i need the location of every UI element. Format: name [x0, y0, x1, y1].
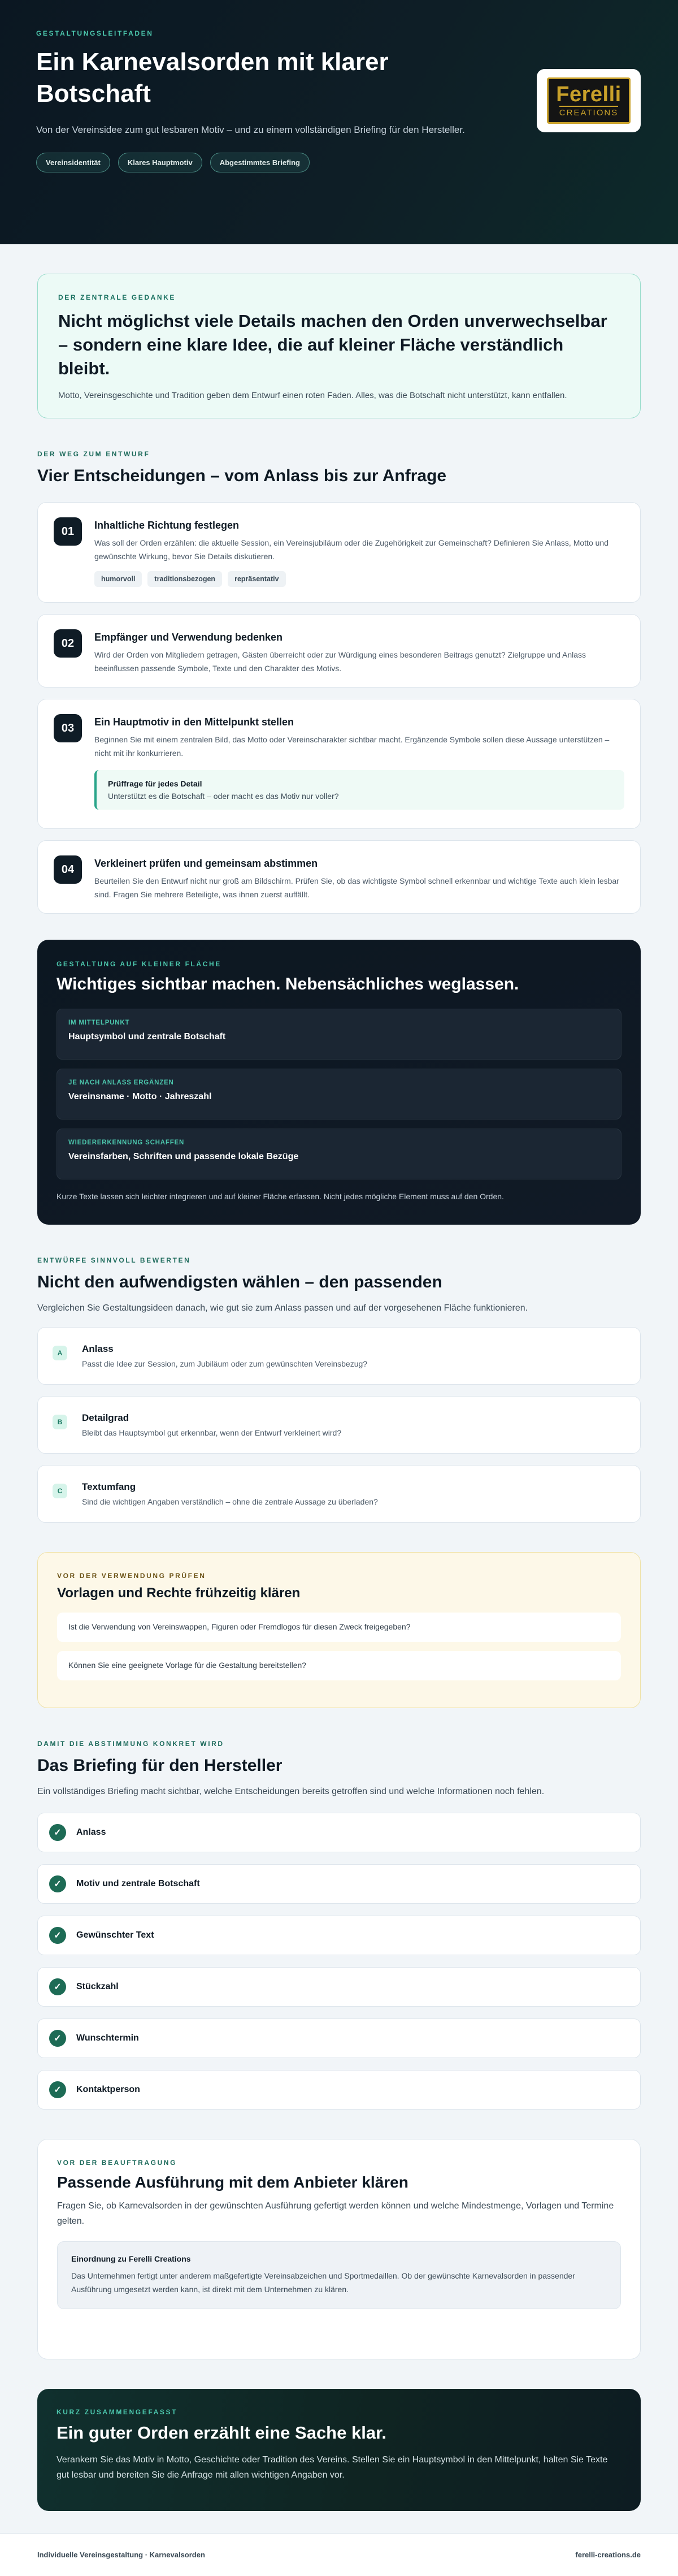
provider-card	[37, 2139, 641, 2359]
steps-section	[37, 450, 641, 914]
check-icon: ✓	[49, 2030, 66, 2047]
criterion-title: Anlass	[82, 1343, 114, 1354]
rights-question: Ist die Verwendung von Vereinswappen, Figuren oder Fremdlogos für diesen Zweck freigegeben?	[57, 1613, 621, 1642]
check-icon: ✓	[49, 1875, 66, 1892]
small-space-title: Wichtiges sichtbar machen. Nebensächliches weglassen.	[56, 975, 519, 993]
footer	[0, 2533, 678, 2576]
hero-lead: Von der Vereinsidee zum gut lesbaren Motiv – und zu einem vollständigen Briefing für den Hersteller.	[36, 124, 465, 135]
logo-wordmark: Ferelli	[556, 83, 621, 106]
priority-key: WIEDERERKENNUNG SCHAFFEN	[68, 1139, 185, 1146]
criterion-card	[37, 1465, 641, 1523]
provider-title: Passende Ausführung mit dem Anbieter klären	[57, 2173, 408, 2191]
step-text: Was soll der Orden erzählen: die aktuelle Session, ein Vereinsjubiläum oder die Zugehörigkeit zur Gemeinschaft? Definieren Sie Anlass, Motto und gewünschte Wirkung, bevor Sie Details diskutieren.	[94, 538, 609, 561]
tag: traditionsbezogen	[147, 571, 222, 587]
step-card	[37, 502, 641, 603]
criterion-badge: A	[53, 1346, 67, 1360]
hero-chips	[36, 153, 642, 172]
briefing-item	[37, 2019, 641, 2058]
steps-title: Vier Entscheidungen – vom Anlass bis zur Anfrage	[37, 466, 447, 485]
step-number: 04	[54, 855, 82, 884]
step-title: Inhaltliche Richtung festlegen	[94, 520, 240, 531]
criterion-badge: C	[53, 1484, 67, 1498]
evaluate-lead: Vergleichen Sie Gestaltungsideen danach, wie gut sie zum Anlass passen und auf der vorgesehenen Fläche funktionieren.	[37, 1303, 528, 1313]
briefing-lead: Ein vollständiges Briefing macht sichtbar, welche Entscheidungen bereits getroffen sind und welche Informationen noch fehlen.	[37, 1787, 545, 1796]
small-space-eyebrow: GESTALTUNG AUF KLEINER FLÄCHE	[56, 960, 221, 968]
step-number: 01	[54, 517, 82, 546]
check-icon: ✓	[49, 1927, 66, 1944]
chip: Klares Hauptmotiv	[118, 153, 202, 172]
provider-infobox	[57, 2241, 621, 2309]
idea-text: Motto, Vereinsgeschichte und Tradition geben dem Entwurf einen roten Faden. Alles, was die Botschaft nicht unterstützt, kann entfallen.	[58, 391, 567, 400]
summary-text: Verankern Sie das Motiv in Motto, Geschichte oder Tradition des Vereins. Stellen Sie ein Hauptsymbol in den Mittelpunkt, halten Sie Texte gut lesbar und bereiten Sie die Anfrage mit allen wichtigen Angaben vor.	[56, 2455, 608, 2480]
evaluate-section	[37, 1256, 641, 1523]
briefing-item	[37, 1916, 641, 1955]
summary-panel	[37, 2389, 641, 2511]
priority-row	[56, 1009, 621, 1060]
priority-row	[56, 1129, 621, 1179]
tag: humorvoll	[94, 571, 142, 587]
ferelli-logo	[547, 77, 631, 124]
step-card	[37, 699, 641, 829]
priority-key: IM MITTELPUNKT	[68, 1019, 130, 1026]
step-card	[37, 614, 641, 688]
priority-row	[56, 1069, 621, 1120]
criterion-title: Textumfang	[82, 1481, 136, 1492]
steps-eyebrow: DER WEG ZUM ENTWURF	[37, 450, 150, 458]
provider-lead: Fragen Sie, ob Karnevalsorden in der gewünschten Ausführung gefertigt werden können und welche Mindestmenge, Vorlagen und Termine gelten.	[57, 2201, 614, 2226]
logo-subline: CREATIONS	[559, 106, 618, 118]
step-title: Verkleinert prüfen und gemeinsam abstimmen	[94, 858, 318, 869]
step-text: Wird der Orden von Mitgliedern getragen, Gästen überreicht oder zur Würdigung eines besonderen Beitrags genutzt? Zielgruppe und Anlass beeinflussen passende Symbole, Texte und den Charakter des Motivs.	[94, 650, 586, 673]
small-space-panel	[37, 940, 641, 1225]
briefing-item-label: Wunschtermin	[76, 2033, 139, 2043]
summary-eyebrow: KURZ ZUSAMMENGEFASST	[56, 2408, 177, 2416]
evaluate-eyebrow: ENTWÜRFE SINNVOLL BEWERTEN	[37, 1256, 191, 1264]
briefing-eyebrow: DAMIT DIE ABSTIMMUNG KONKRET WIRD	[37, 1740, 224, 1748]
logo-card	[537, 69, 641, 132]
check-title: Prüffrage für jedes Detail	[108, 779, 202, 788]
criterion-text: Bleibt das Hauptsymbol gut erkennbar, wenn der Entwurf verkleinert wird?	[82, 1428, 342, 1437]
step-text: Beurteilen Sie den Entwurf nicht nur groß am Bildschirm. Prüfen Sie, ob das wichtigste Symbol schnell erkennbar und wichtige Texte auch klein lesbar sind. Fragen Sie mehrere Beteiligte, was ihnen zuerst auffällt.	[94, 876, 619, 899]
step-title: Empfänger und Verwendung bedenken	[94, 632, 283, 643]
rights-question: Können Sie eine geeignete Vorlage für die Gestaltung bereitstellen?	[57, 1651, 621, 1680]
hero-eyebrow: GESTALTUNGSLEITFADEN	[36, 29, 154, 37]
briefing-item-label: Kontaktperson	[76, 2085, 140, 2094]
page-title: Ein Karnevalsorden mit klarer Botschaft	[36, 48, 389, 107]
rights-title: Vorlagen und Rechte frühzeitig klären	[57, 1585, 301, 1601]
chip: Abgestimmtes Briefing	[210, 153, 310, 172]
check-text: Unterstützt es die Botschaft – oder macht es das Motiv nur voller?	[108, 792, 339, 801]
briefing-item	[37, 1967, 641, 2007]
step-tags	[94, 571, 624, 587]
rights-eyebrow: VOR DER VERWENDUNG PRÜFEN	[57, 1572, 206, 1580]
idea-title: Nicht möglichst viele Details machen den Orden unverwechselbar – sondern eine klare Idee, die auf kleiner Fläche verständlich bleibt.	[58, 311, 607, 378]
briefing-item-label: Gewünschter Text	[76, 1930, 154, 1940]
criterion-text: Sind die wichtigen Angaben verständlich – ohne die zentrale Aussage zu überladen?	[82, 1497, 378, 1506]
check-icon: ✓	[49, 1824, 66, 1841]
step-card	[37, 840, 641, 914]
step-number: 03	[54, 714, 82, 742]
briefing-item-label: Motiv und zentrale Botschaft	[76, 1879, 200, 1888]
small-space-note: Kurze Texte lassen sich leichter integrieren und auf kleiner Fläche erfassen. Nicht jedes mögliche Element muss auf den Orden.	[56, 1192, 504, 1201]
infobox-text: Das Unternehmen fertigt unter anderem maßgefertigte Vereinsabzeichen und Sportmedaillen. Ob der gewünschte Karnevalsorden in passender Ausführung umgesetzt werden kann, ist direkt mit dem Unternehmen zu klären.	[71, 2271, 575, 2294]
main-content	[0, 274, 678, 2511]
tag: repräsentativ	[228, 571, 286, 587]
check-question-box	[94, 770, 624, 810]
footer-site-link[interactable]: ferelli-creations.de	[575, 2551, 641, 2559]
briefing-item	[37, 2070, 641, 2110]
check-icon: ✓	[49, 1978, 66, 1995]
central-idea-card	[37, 274, 641, 418]
briefing-section	[37, 1740, 641, 2110]
criterion-text: Passt die Idee zur Session, zum Jubiläum oder zum gewünschten Vereinsbezug?	[82, 1359, 368, 1368]
priority-value: Hauptsymbol und zentrale Botschaft	[68, 1032, 226, 1041]
briefing-item	[37, 1864, 641, 1904]
priority-key: JE NACH ANLASS ERGÄNZEN	[68, 1079, 174, 1086]
rights-callout	[37, 1552, 641, 1708]
hero	[0, 0, 678, 244]
infobox-title: Einordnung zu Ferelli Creations	[71, 2254, 191, 2263]
idea-eyebrow: DER ZENTRALE GEDANKE	[58, 293, 176, 301]
criterion-card	[37, 1327, 641, 1385]
footer-left: Individuelle Vereinsgestaltung · Karnevalsorden	[37, 2551, 205, 2559]
priority-value: Vereinsname · Motto · Jahreszahl	[68, 1092, 212, 1101]
briefing-item-label: Stückzahl	[76, 1982, 119, 1991]
evaluate-title: Nicht den aufwendigsten wählen – den passenden	[37, 1273, 442, 1291]
priority-value: Vereinsfarben, Schriften und passende lokale Bezüge	[68, 1152, 299, 1161]
chip: Vereinsidentität	[36, 153, 110, 172]
briefing-item-label: Anlass	[76, 1827, 106, 1837]
step-title: Ein Hauptmotiv in den Mittelpunkt stellen	[94, 716, 294, 728]
step-text: Beginnen Sie mit einem zentralen Bild, das Motto oder Vereinscharakter sichtbar macht. Ergänzende Symbole sollen diese Aussage unterstützen – nicht mit ihr konkurrieren.	[94, 735, 610, 758]
step-number: 02	[54, 629, 82, 658]
summary-title: Ein guter Orden erzählt eine Sache klar.	[56, 2423, 387, 2443]
briefing-item	[37, 1813, 641, 1852]
criterion-badge: B	[53, 1415, 67, 1429]
check-icon: ✓	[49, 2081, 66, 2098]
briefing-title: Das Briefing für den Hersteller	[37, 1756, 282, 1775]
provider-eyebrow: VOR DER BEAUFTRAGUNG	[57, 2159, 177, 2167]
criterion-title: Detailgrad	[82, 1412, 129, 1423]
criterion-card	[37, 1396, 641, 1454]
